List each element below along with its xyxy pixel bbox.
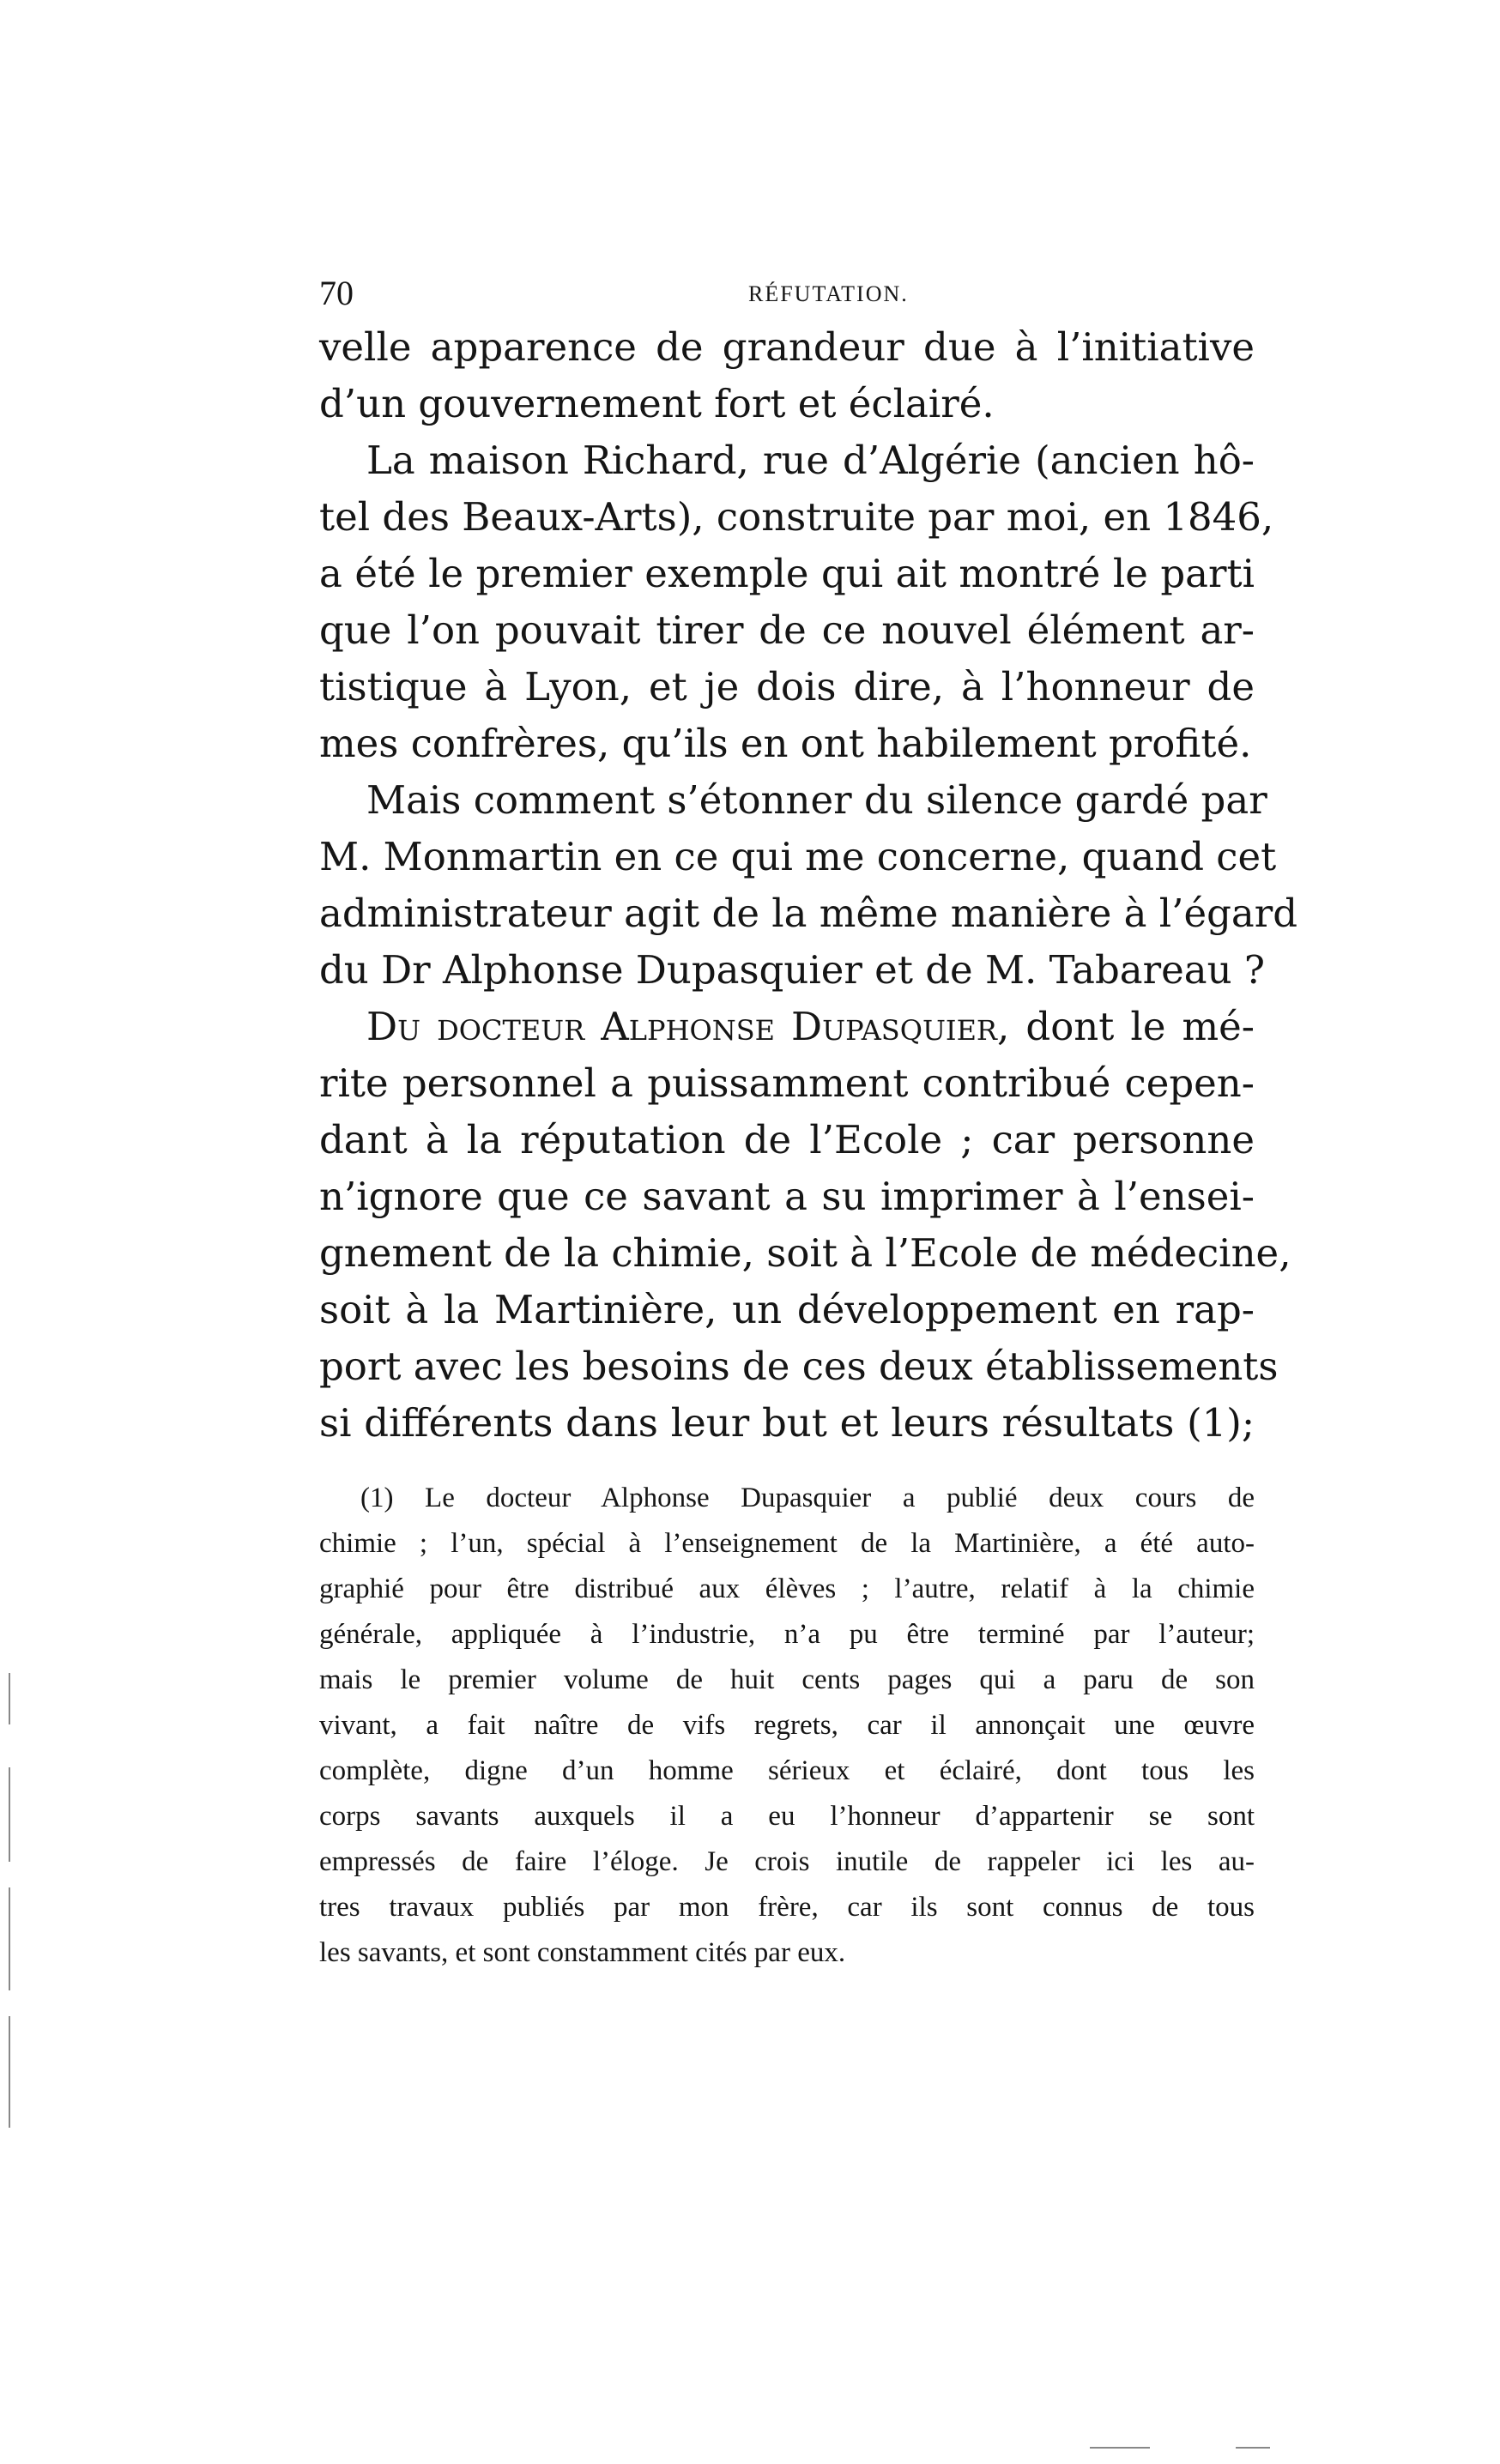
footnote-line: (1) Le docteur Alphonse Dupasquier a publié deux cours de — [360, 1483, 1255, 1513]
text-line: n’ignore que ce savant a su imprimer à l’ensei- — [319, 1174, 1255, 1219]
text-line: Mais comment s’étonner du silence gardé par — [366, 777, 1267, 823]
footnote-line: vivant, a fait naître de vifs regrets, car il annonçait une œuvre — [319, 1710, 1255, 1741]
smallcaps-name: Du docteur Alphonse Dupasquier, — [366, 1004, 1010, 1049]
text-line: administrateur agit de la même manière à l’égard — [319, 891, 1298, 936]
text-line: port avec les besoins de ces deux établissements — [319, 1344, 1279, 1389]
text-line: soit à la Martinière, un développement en rap- — [319, 1287, 1255, 1332]
text-line: a été le premier exemple qui ait montré le parti — [319, 551, 1255, 596]
footnote-line: graphié pour être distribué aux élèves ; l’autre, relatif à la chimie — [319, 1573, 1255, 1604]
running-head: RÉFUTATION. — [748, 281, 909, 306]
text-line: mes confrères, qu’ils en ont habilement profité. — [319, 721, 1252, 766]
main-text — [319, 319, 1298, 1452]
footnote-line: mais le premier volume de huit cents pages qui a paru de son — [319, 1664, 1255, 1695]
scan-mark — [1236, 2447, 1270, 2449]
text-line: velle apparence de grandeur due à l’initiative — [319, 324, 1255, 370]
scan-mark — [9, 2016, 10, 2128]
footnote-line: empressés de faire l’éloge. Je crois inutile de rappeler ici les au- — [319, 1846, 1255, 1877]
text-line: tel des Beaux-Arts), construite par moi, en 1846, — [319, 494, 1274, 540]
text-fragment: dont le mé- — [1009, 1004, 1255, 1049]
footnote-line: complète, digne d’un homme sérieux et éclairé, dont tous les — [319, 1755, 1255, 1786]
footnote-line: tres travaux publiés par mon frère, car ils sont connus de tous — [319, 1892, 1255, 1923]
scan-mark — [9, 1673, 10, 1724]
text-line: dant à la réputation de l’Ecole ; car personne — [319, 1117, 1255, 1163]
footnote-line: les savants, et sont constamment cités par eux. — [319, 1937, 846, 1968]
text-line: La maison Richard, rue d’Algérie (ancien hô- — [366, 438, 1255, 483]
text-line: que l’on pouvait tirer de ce nouvel élément ar- — [319, 607, 1255, 653]
text-line: si différents dans leur but et leurs résultats (1); — [319, 1400, 1255, 1446]
text-line: du Dr Alphonse Dupasquier et de M. Tabareau ? — [319, 947, 1265, 993]
text-line: M. Monmartin en ce qui me concerne, quand cet — [319, 834, 1277, 879]
page-header — [319, 273, 1255, 316]
text-line: d’un gouvernement fort et éclairé. — [319, 381, 995, 426]
page-number: 70 — [319, 274, 354, 312]
text-line: rite personnel a puissamment contribué cepen- — [319, 1060, 1255, 1106]
scan-mark — [1090, 2447, 1150, 2449]
scan-mark — [9, 1767, 10, 1862]
text-line: gnement de la chimie, soit à l’Ecole de médecine, — [319, 1230, 1291, 1276]
footnote — [319, 1476, 1255, 1976]
text-line — [319, 999, 1255, 1055]
text-line: tistique à Lyon, et je dois dire, à l’honneur de — [319, 664, 1255, 710]
footnote-line: générale, appliquée à l’industrie, n’a pu être terminé par l’auteur; — [319, 1619, 1255, 1650]
scan-mark — [9, 1887, 10, 1990]
footnote-line: corps savants auxquels il a eu l’honneur d’appartenir se sont — [319, 1801, 1255, 1832]
footnote-line: chimie ; l’un, spécial à l’enseignement de la Martinière, a été auto- — [319, 1528, 1255, 1559]
